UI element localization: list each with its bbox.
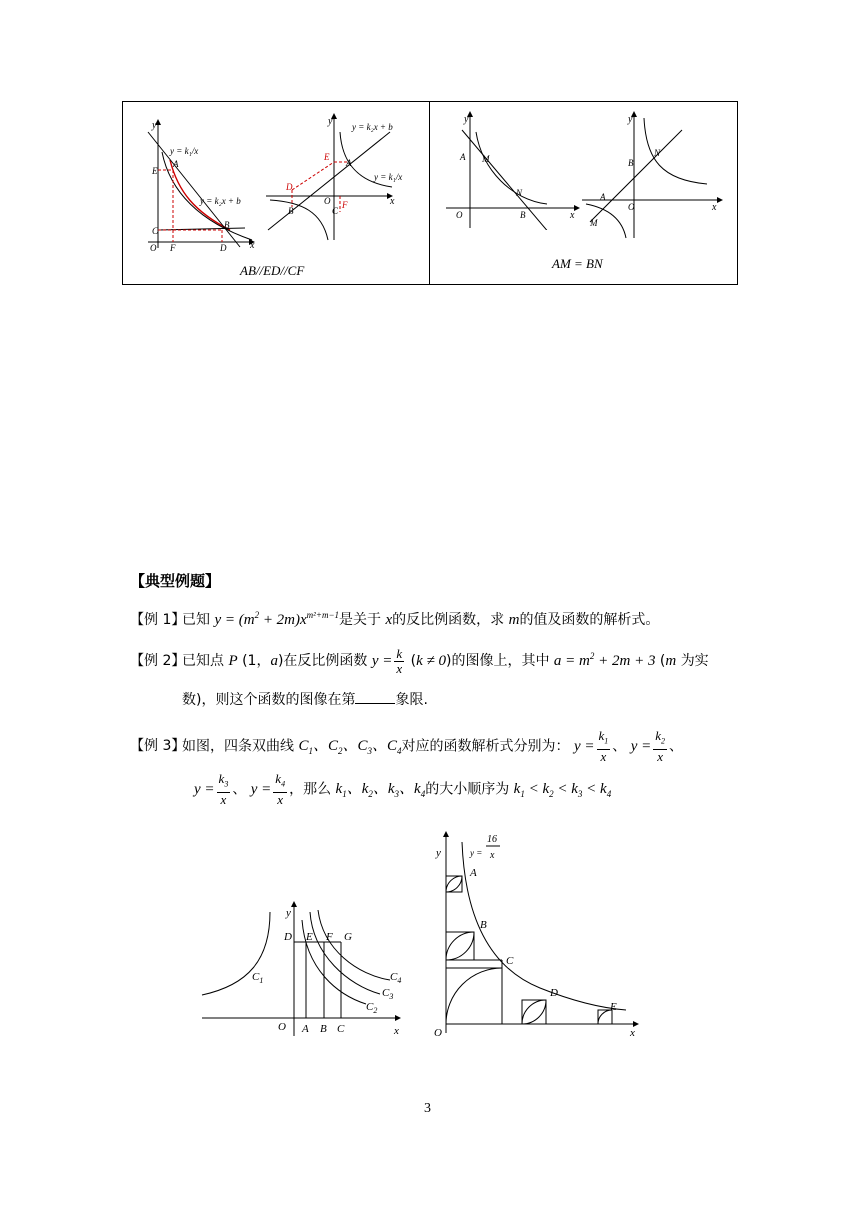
fig1-eq-line: y = k₂x + b	[200, 196, 241, 206]
hyp-point-b: B	[320, 1023, 327, 1035]
example-3-text-4: 的大小顺序为	[425, 781, 510, 798]
fig1-eq-k1: y = k₁/x	[170, 146, 199, 156]
fig4-point-b: B	[628, 158, 634, 168]
example-2: 【例 2】已知点 P (1，a)在反比例函数 y = $\frac{k}{x}$ (k ≠ 0)的图像上，其中 $a = m^2 + 2m + 3$ (m 为实	[130, 645, 709, 676]
figure-4	[582, 110, 727, 240]
example-1-text-3: 的反比例函数，求	[392, 612, 505, 628]
example-1-tag: 【例 1】	[130, 612, 186, 628]
sq-point-e: E	[610, 1001, 617, 1013]
fig3-point-n: N	[516, 188, 523, 198]
fig2-point-f: F	[342, 200, 348, 210]
fig2-point-d: D	[286, 182, 293, 192]
fig2-point-c: C	[332, 206, 339, 216]
sq-eq-den: x	[490, 850, 495, 861]
page-number: 3	[424, 1101, 431, 1116]
hyp-origin: O	[278, 1021, 286, 1033]
fig1-point-e: E	[152, 166, 158, 176]
example-2-text-5: 数)，则这个函数的图像在第	[182, 692, 356, 708]
example-2-text-6: 象限.	[395, 692, 428, 708]
fig1-point-c: C	[152, 226, 159, 236]
fig3-point-m: M	[482, 154, 490, 164]
hyp-point-a: A	[302, 1023, 309, 1035]
example-2-text-1: 已知点	[182, 653, 224, 669]
hyp-point-d: D	[284, 931, 292, 943]
fig4-y-label: y	[628, 114, 633, 125]
sq-point-b: B	[480, 919, 487, 931]
sq-point-d: D	[550, 987, 558, 999]
curve-c1-label: $C_1$	[252, 971, 264, 985]
answer-blank[interactable]	[355, 691, 395, 704]
hyp-point-e: E	[306, 931, 313, 943]
sq-eq-y: y =	[470, 848, 483, 858]
example-2-line-2	[182, 690, 428, 710]
example-2-text-3: 的图像上，其中	[451, 653, 550, 669]
example-3-tag: 【例 3】	[130, 738, 186, 755]
fig1-point-a: A	[173, 159, 179, 169]
sq-eq-num: 16	[487, 834, 497, 845]
fig2-y-label: y	[328, 116, 333, 127]
hyp-y-label: y	[286, 907, 291, 919]
figure-1	[140, 112, 260, 252]
right-caption: AM = BN	[552, 256, 603, 271]
fig3-origin: O	[456, 210, 463, 220]
hyp-point-f: F	[326, 931, 333, 943]
fig2-x-label: x	[390, 196, 395, 207]
left-caption: AB//ED//CF	[240, 263, 305, 278]
squares-figure	[430, 828, 642, 1040]
example-1-text-4: 的值及函数的解析式。	[519, 612, 660, 628]
fig1-origin: O	[150, 243, 157, 252]
example-3-text-1: 如图，四条双曲线	[182, 738, 294, 755]
hyperbola-figure	[198, 900, 423, 1040]
example-3-order: $k_1 < k_2 < k_3 < k_4$	[513, 781, 612, 800]
fig4-point-m: M	[590, 218, 598, 228]
example-1-var-m: m	[508, 612, 520, 628]
hyp-point-g: G	[344, 931, 352, 943]
fig2-point-e: E	[324, 152, 330, 162]
example-1-formula: $y = (m^2 + 2m)x^{m^2+m-1}$	[214, 610, 340, 628]
curve-c2-label: $C_2$	[366, 1001, 378, 1015]
fig2-eq-line: y = k₂x + b	[352, 122, 393, 132]
example-2-point: P	[228, 653, 238, 669]
example-2-frac: $\frac{k}{x}$	[396, 645, 403, 676]
fig3-y-label: y	[464, 114, 469, 125]
fig4-origin: O	[628, 202, 635, 212]
example-1-text-1: 已知	[182, 612, 210, 628]
curve-c4-label: $C_4$	[390, 971, 402, 985]
example-3: 【例 3】如图，四条双曲线 $C_1$、$C_2$、$C_3$、$C_4$对应的函数解析式分别为： y = $\frac{k_1}{x}$ 、 y = $\frac{k_2}{x}$ 、	[130, 728, 684, 764]
sq-origin: O	[434, 1027, 442, 1039]
hyp-x-label: x	[394, 1025, 399, 1037]
figure-3	[442, 110, 582, 230]
fig1-point-d: D	[220, 243, 227, 252]
example-1-text-2: 是关于	[339, 612, 382, 628]
fig3-point-a: A	[460, 152, 466, 162]
fig1-x-label: x	[250, 240, 255, 251]
sq-point-c: C	[506, 955, 514, 967]
example-2-text-4: 为实	[680, 653, 709, 669]
fig2-eq-k1: y = k₁/x	[374, 172, 403, 182]
fig1-point-f: F	[170, 243, 176, 252]
fig4-point-n: N	[654, 148, 661, 158]
sq-y-label: y	[436, 847, 441, 859]
example-3-line-2: y = $\frac{k_3}{x}$ 、 y = $\frac{k_4}{x}$ ，那么 $k_1$、$k_2$、$k_3$、$k_4$的大小顺序为 $k_1 < k_2 < k_3 < k_4$	[194, 771, 612, 807]
example-3-text-3: ，那么	[289, 781, 332, 798]
fig2-point-b: B	[288, 206, 294, 216]
section-heading: 【典型例题】	[130, 572, 221, 590]
fig2-origin: O	[324, 196, 331, 206]
example-2-formula: $a = m^2 + 2m + 3$	[553, 651, 656, 669]
fig3-x-label: x	[570, 210, 575, 221]
figure-2	[262, 112, 422, 242]
example-2-tag: 【例 2】	[130, 653, 186, 669]
example-1	[130, 605, 659, 630]
fig1-point-b: B	[224, 220, 230, 230]
fig2-point-a: A	[346, 158, 352, 168]
example-2-text-2: 在反比例函数	[283, 653, 368, 669]
sq-x-label: x	[630, 1027, 635, 1039]
hyp-point-c: C	[337, 1023, 345, 1035]
example-3-text-2: 对应的函数解析式分别为：	[401, 738, 570, 755]
curve-c3-label: $C_3$	[382, 987, 394, 1001]
figure-table-divider	[429, 101, 430, 285]
example-1-var-x: x	[385, 612, 393, 628]
fig3-point-b: B	[520, 210, 526, 220]
fig1-y-label: y	[152, 120, 157, 131]
sq-point-a: A	[470, 867, 477, 879]
fig4-x-label: x	[712, 202, 717, 213]
fig4-point-a: A	[600, 192, 606, 202]
